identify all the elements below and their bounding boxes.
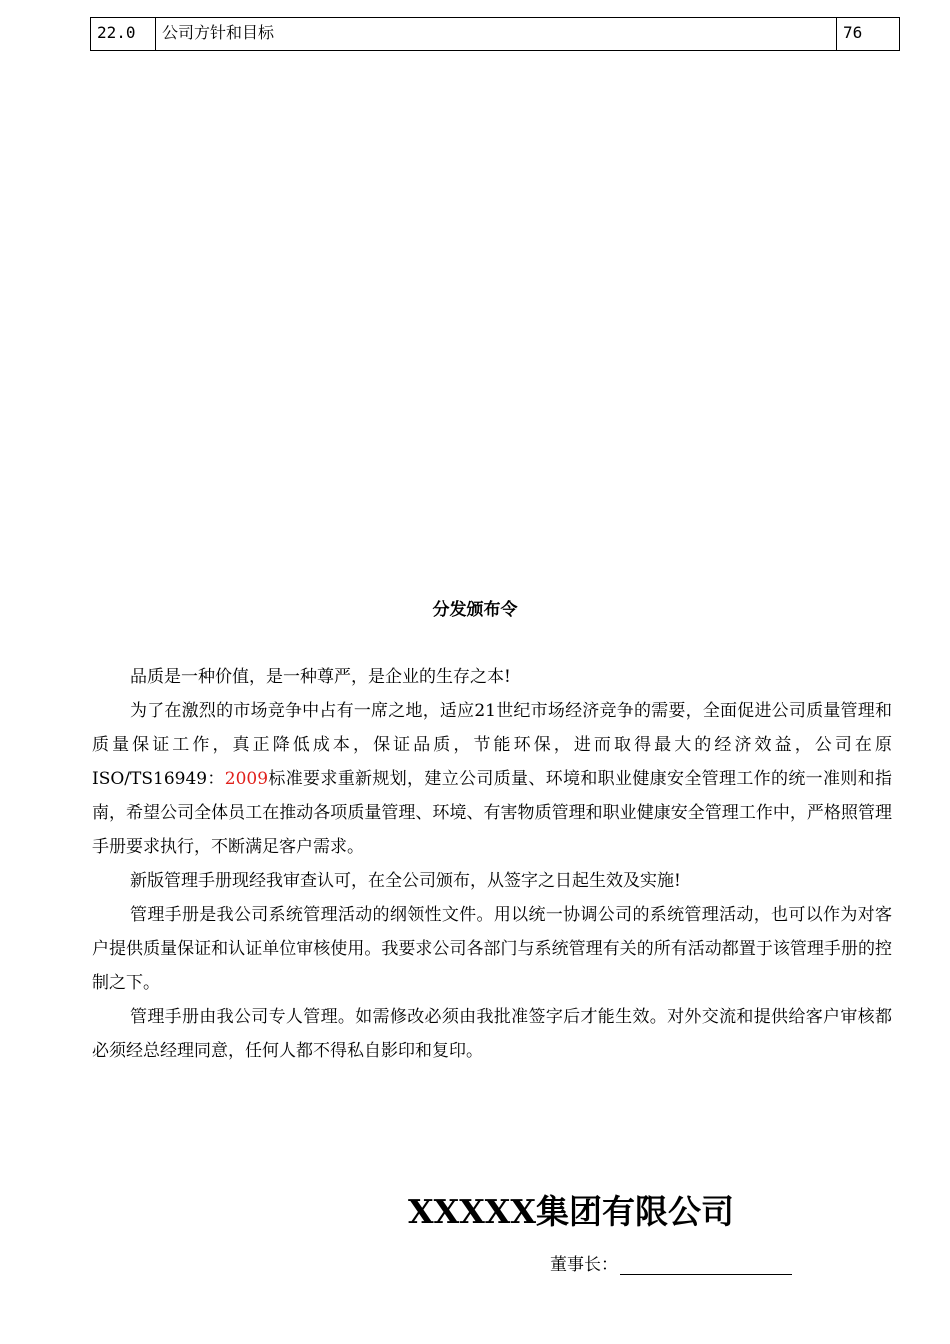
paragraph-2-text-a: 为了在激烈的市场竞争中占有一席之地，适应21世纪市场经济竞争的需要，全面促进公司质量管理和质量保证工作，真正降低成本，保证品质，节能环保，进而取得最大的经济效益，公司在原ISO/TS16949： bbox=[92, 701, 892, 789]
paragraph-5: 管理手册由我公司专人管理。如需修改必须由我批准签字后才能生效。对外交流和提供给客户审核都必须经总经理同意，任何人都不得私自影印和复印。 bbox=[92, 1007, 892, 1061]
paragraph-1: 品质是一种价值，是一种尊严，是企业的生存之本! bbox=[130, 667, 511, 687]
toc-table bbox=[90, 17, 900, 51]
toc-page-number: 76 bbox=[837, 18, 900, 51]
toc-section-number: 22.0 bbox=[91, 18, 156, 51]
signer-label: 董事长： bbox=[550, 1255, 618, 1275]
signer-block bbox=[550, 1250, 792, 1275]
company-name: XXXXX集团有限公司 bbox=[408, 1192, 735, 1231]
paragraph-2 bbox=[92, 694, 892, 864]
paragraph-2-text-b: 标准要求重新规划，建立公司质量、环境和职业健康安全管理工作的统一准则和指南，希望公司全体员工在推动各项质量管理、环境、有害物质管理和职业健康安全管理工作中，严格照管理手册要求执行，不断满足客户需求。 bbox=[92, 769, 893, 857]
toc-row bbox=[91, 18, 900, 51]
decree-title: 分发颁布令 bbox=[432, 600, 518, 620]
toc-section-title: 公司方针和目标 bbox=[156, 18, 837, 51]
signature-line bbox=[620, 1254, 792, 1275]
decree-body bbox=[92, 660, 892, 1068]
paragraph-4: 管理手册是我公司系统管理活动的纲领性文件。用以统一协调公司的系统管理活动，也可以作为对客户提供质量保证和认证单位审核使用。我要求公司各部门与系统管理有关的所有活动都置于该管理手册的控制之下。 bbox=[92, 905, 892, 993]
standard-year-highlight: 2009 bbox=[224, 769, 269, 789]
paragraph-3: 新版管理手册现经我审查认可，在全公司颁布，从签字之日起生效及实施! bbox=[130, 871, 681, 891]
